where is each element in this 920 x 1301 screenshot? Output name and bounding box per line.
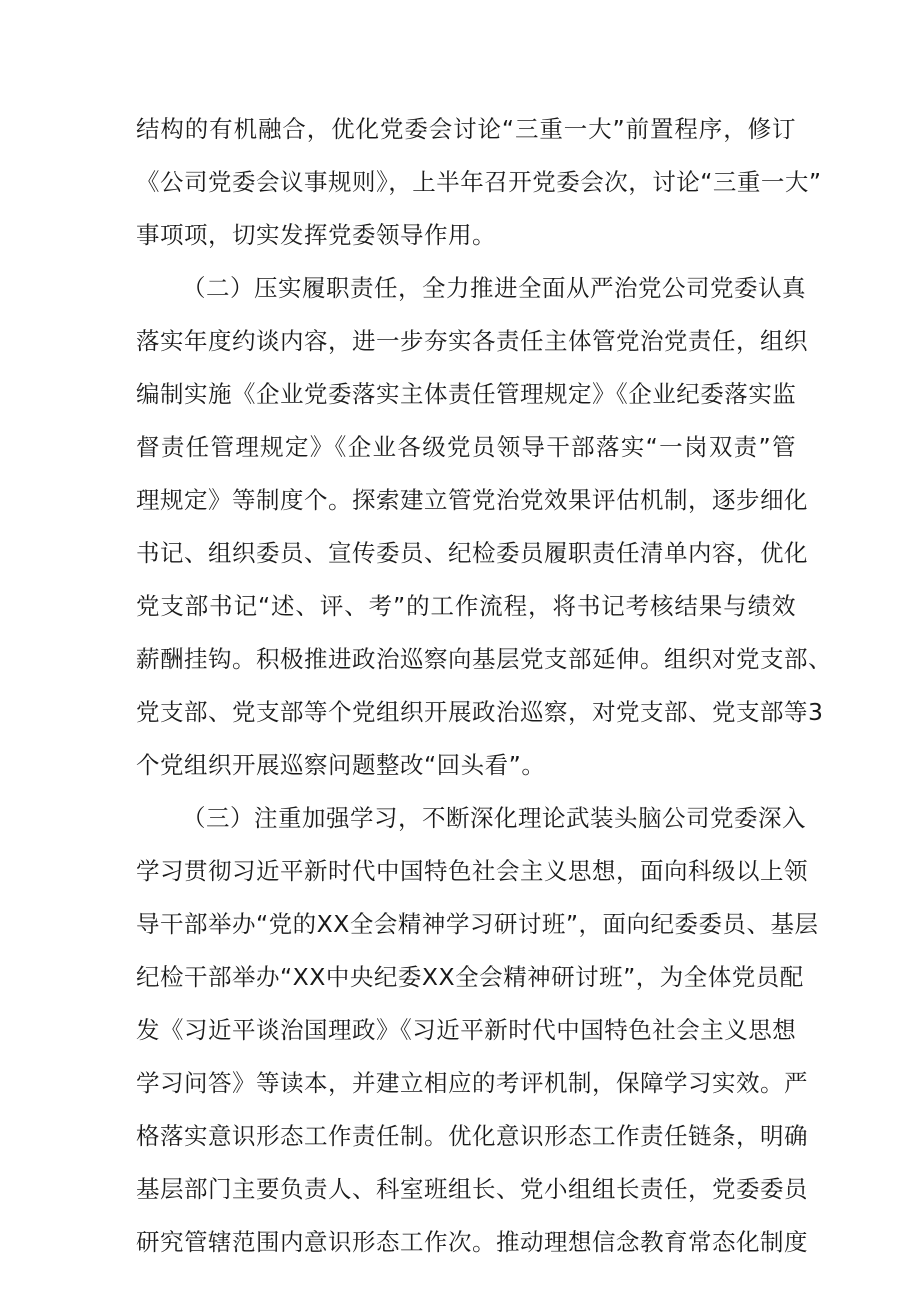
text-line-20: 格落实意识形态工作责任制。优化意识形态工作责任链条，明确 <box>136 1122 808 1150</box>
text-line-5: 落实年度约谈内容，进一步夯实各责任主体管党治党责任，组织 <box>136 327 808 355</box>
text-line-21: 基层部门主要负责人、科室班组长、党小组组长责任，党委委员 <box>136 1175 808 1203</box>
text-line-16: 导干部举办“党的XX全会精神学习研讨班”，面向纪委委员、基层 <box>136 910 819 938</box>
text-line-18: 发《习近平谈治国理政》《习近平新时代中国特色社会主义思想 <box>136 1016 797 1044</box>
text-line-11: 薪酬挂钩。积极推进政治巡察向基层党支部延伸。组织对党支部、 <box>136 645 832 673</box>
text-line-10: 党支部书记“述、评、考”的工作流程，将书记考核结果与绩效 <box>136 592 796 620</box>
text-line-13: 个党组织开展巡察问题整改“回头看”。 <box>136 751 546 779</box>
text-line-15: 学习贯彻习近平新时代中国特色社会主义思想，面向科级以上领 <box>136 857 808 885</box>
text-line-7: 督责任管理规定》《企业各级党员领导干部落实“一岗双责”管 <box>136 433 796 461</box>
text-line-14: （三）注重加强学习，不断深化理论武装头脑公司党委深入 <box>182 804 806 832</box>
text-line-6: 编制实施《企业党委落实主体责任管理规定》《企业纪委落实监 <box>136 380 797 408</box>
text-line-17: 纪检干部举办“XX中央纪委XX全会精神研讨班”，为全体党员配 <box>136 963 804 991</box>
text-line-22: 研究管辖范围内意识形态工作次。推动理想信念教育常态化制度 <box>136 1228 808 1256</box>
text-line-9: 书记、组织委员、宣传委员、纪检委员履职责任清单内容，优化 <box>136 539 808 567</box>
text-line-1: 结构的有机融合，优化党委会讨论“三重一大”前置程序，修订 <box>136 115 796 143</box>
text-line-2: 《公司党委会议事规则》，上半年召开党委会次，讨论“三重一大” <box>136 168 822 196</box>
text-line-4: （二）压实履职责任，全力推进全面从严治党公司党委认真 <box>182 274 806 302</box>
text-line-8: 理规定》等制度个。探索建立管党治党效果评估机制，逐步细化 <box>136 486 808 514</box>
text-line-12: 党支部、党支部等个党组织开展政治巡察，对党支部、党支部等3 <box>136 698 824 726</box>
text-line-3: 事项项，切实发挥党委领导作用。 <box>136 221 496 249</box>
text-line-19: 学习问答》等读本，并建立相应的考评机制，保障学习实效。严 <box>136 1069 808 1097</box>
